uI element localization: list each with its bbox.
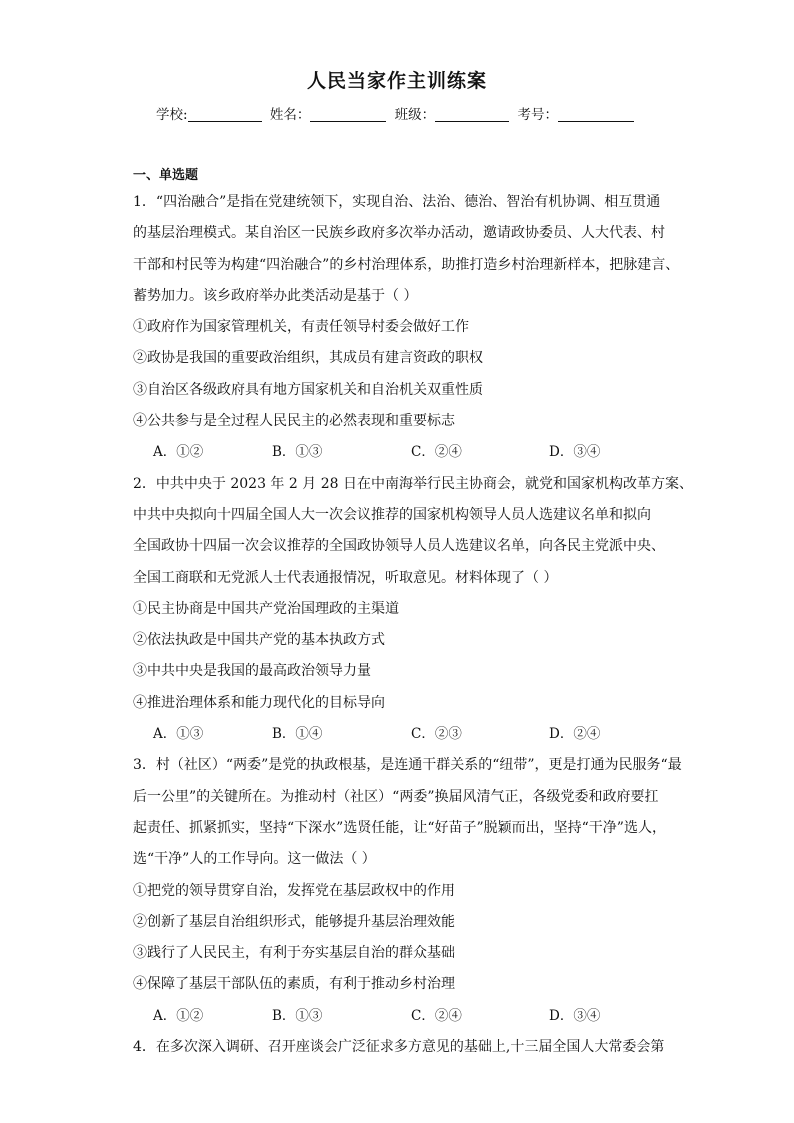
statement-3: ③自治区各级政府具有地方国家机关和自治机关双重性质 (133, 381, 483, 398)
student-info-line (0, 103, 794, 123)
question-stem-line: 选“干净”人的工作导向。这一做法（ ） (133, 851, 376, 868)
statement-3: ③中共中央是我国的最高政治领导力量 (133, 663, 371, 680)
question-stem-line: 的基层治理模式。某自治区一民族乡政府多次举办活动，邀请政协委员、人大代表、村 (133, 225, 665, 242)
question-stem-line: 中共中央拟向十四届全国人大一次会议推荐的国家机构领导人员人选建议名单和拟向 (133, 506, 651, 523)
answer-options (133, 437, 673, 468)
option-b[interactable]: B．①③ (272, 1007, 323, 1024)
exam-number-blank[interactable] (558, 107, 634, 122)
statement-2: ②依法执政是中国共产党的基本执政方式 (133, 632, 385, 649)
question-stem-line: 3．村（社区）“两委”是党的执政根基，是连通干群关系的“纽带”，更是打通为民服务“最 (133, 757, 682, 774)
question-stem-line: 全国工商联和无党派人士代表通报情况，听取意见。材料体现了（ ） (133, 569, 558, 586)
option-a[interactable]: A．①③ (153, 726, 204, 743)
name-label: 姓名： (269, 107, 311, 123)
statement-1: ①民主协商是中国共产党治国理政的主渠道 (133, 600, 399, 617)
statement-4: ④推进治理体系和能力现代化的目标导向 (133, 694, 385, 711)
question-stem-line: 全国政协十四届一次会议推荐的全国政协领导人员人选建议名单，向各民主党派中央、 (133, 538, 665, 555)
option-a[interactable]: A．①② (153, 444, 204, 461)
option-c[interactable]: C．②④ (411, 1007, 462, 1024)
option-d[interactable]: D．③④ (549, 1007, 601, 1024)
statement-1: ①把党的领导贯穿自治，发挥党在基层政权中的作用 (133, 882, 455, 899)
question-stem-line: 蓄势加力。该乡政府举办此类活动是基于（ ） (133, 287, 418, 304)
question-3 (133, 750, 682, 1032)
question-list (133, 187, 693, 1063)
question-2 (133, 469, 693, 751)
option-c[interactable]: C．②④ (411, 444, 462, 461)
question-stem-line: 1．“四治融合”是指在党建统领下，实现自治、法治、德治、智治有机协调、相互贯通 (133, 194, 661, 210)
question-1 (133, 187, 680, 469)
option-d[interactable]: D．②④ (549, 726, 601, 743)
statement-4: ④保障了基层干部队伍的素质，有利于推动乡村治理 (133, 976, 455, 993)
school-blank[interactable] (188, 107, 262, 122)
question-stem-line: 干部和村民等为构建“四治融合”的乡村治理体系，助推打造乡村治理新样本，把脉建言、 (133, 256, 680, 273)
name-blank[interactable] (310, 107, 386, 122)
option-b[interactable]: B．①③ (272, 444, 323, 461)
question-4 (133, 1032, 673, 1063)
question-stem-line: 2．中共中央于 2023 年 2 月 28 日在中南海举行民主协商会，就党和国家机构改革方案、 (133, 475, 693, 492)
option-b[interactable]: B．①④ (272, 726, 323, 743)
section-heading: 一、单选题 (133, 168, 199, 183)
question-stem-line: 4．在多次深入调研、召开座谈会广泛征求多方意见的基础上,十三届全国人大常委会第 (133, 1039, 665, 1056)
question-stem-line: 起责任、抓紧抓实，坚持“下深水”选贤任能，让“好苗子”脱颖而出，坚持“干净”选人， (133, 819, 666, 836)
statement-4: ④公共参与是全过程人民民主的必然表现和重要标志 (133, 413, 455, 430)
answer-options (133, 1001, 673, 1032)
question-stem-line: 后一公里”的关键所在。为推动村（社区）“两委”换届风清气正，各级党委和政府要扛 (133, 788, 659, 805)
option-d[interactable]: D．③④ (549, 444, 601, 461)
statement-1: ①政府作为国家管理机关，有责任领导村委会做好工作 (133, 319, 469, 336)
statement-2: ②政协是我国的重要政治组织，其成员有建言资政的职权 (133, 350, 483, 367)
class-label: 班级： (394, 107, 436, 123)
option-a[interactable]: A．①② (153, 1007, 204, 1024)
page-title: 人民当家作主训练案 (306, 70, 487, 92)
school-label: 学校: (156, 107, 188, 123)
answer-options (133, 719, 673, 750)
class-blank[interactable] (435, 107, 509, 122)
statement-3: ③践行了人民民主，有利于夯实基层自治的群众基础 (133, 945, 455, 962)
exam-number-label: 考号： (517, 107, 558, 123)
option-c[interactable]: C．②③ (411, 726, 462, 743)
statement-2: ②创新了基层自治组织形式，能够提升基层治理效能 (133, 913, 455, 930)
